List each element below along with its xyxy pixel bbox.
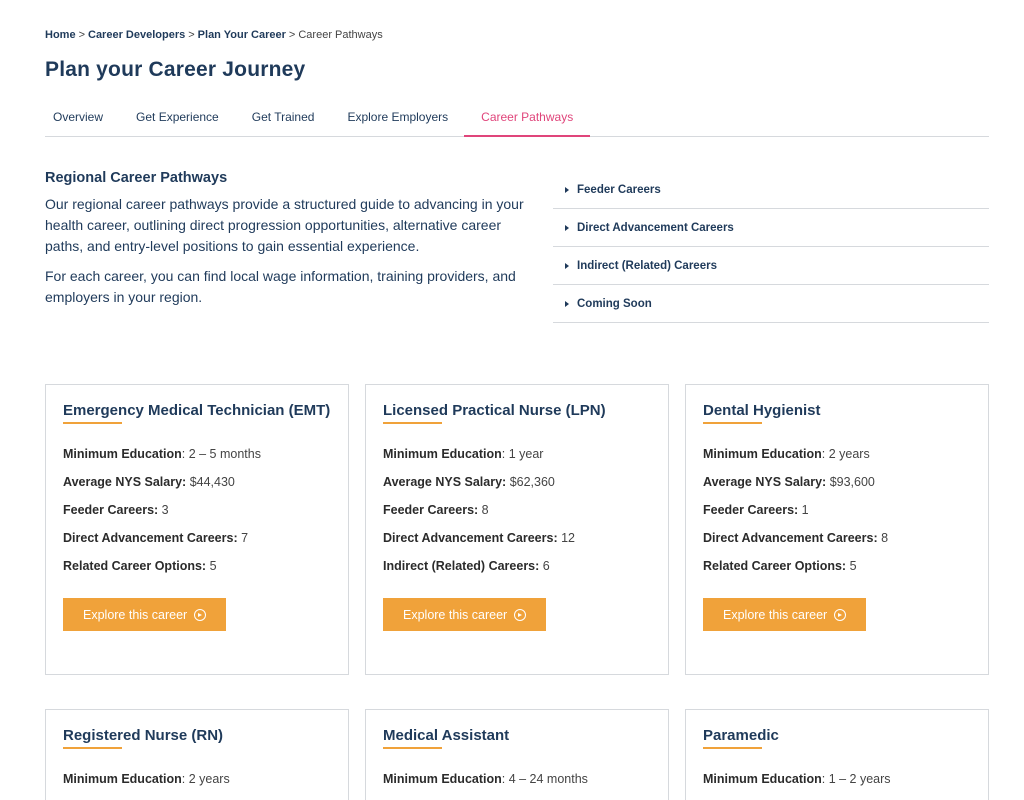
career-card-emt — [45, 384, 349, 675]
accordion-label: Coming Soon — [577, 297, 652, 310]
accordion-coming-soon[interactable] — [553, 285, 989, 323]
page-title: Plan your Career Journey — [45, 58, 306, 81]
title-underline — [703, 422, 762, 424]
career-card-title: Registered Nurse (RN) — [63, 727, 224, 744]
career-card-title: Licensed Practical Nurse (LPN) — [383, 402, 606, 419]
career-detail-row: Feeder Careers: 8 — [383, 503, 489, 517]
career-detail-row: Minimum Education: 2 years — [63, 772, 230, 786]
intro-paragraph: For each career, you can find local wage information, training providers, and employers in your region. — [45, 268, 516, 305]
accordion-indirect-related-careers[interactable] — [553, 247, 989, 285]
intro-heading: Regional Career Pathways — [45, 170, 228, 186]
explore-career-button[interactable]: Explore this career — [703, 598, 866, 631]
career-card-lpn — [365, 384, 669, 675]
pathway-accordion — [553, 171, 989, 323]
tab-bar — [45, 100, 989, 137]
explore-career-button[interactable]: Explore this career — [383, 598, 546, 631]
career-card-dental-hygienist — [685, 384, 989, 675]
career-detail-row: Feeder Careers: 3 — [63, 503, 169, 517]
breadcrumb-plan-your-career[interactable]: Plan Your Career — [197, 29, 286, 41]
career-detail-row: Feeder Careers: 1 — [703, 503, 809, 517]
career-detail-row: Related Career Options: 5 — [703, 559, 857, 573]
career-detail-row: Related Career Options: 5 — [63, 559, 217, 573]
title-underline — [63, 747, 122, 749]
caret-right-icon — [565, 187, 569, 193]
breadcrumb — [45, 29, 383, 41]
accordion-label: Direct Advancement Careers — [577, 221, 734, 234]
career-detail-row: Average NYS Salary: $93,600 — [703, 475, 875, 489]
career-detail-row: Minimum Education: 2 – 5 months — [63, 447, 261, 461]
career-detail-row: Average NYS Salary: $62,360 — [383, 475, 555, 489]
accordion-feeder-careers[interactable] — [553, 171, 989, 209]
title-underline — [383, 747, 442, 749]
title-underline — [63, 422, 122, 424]
breadcrumb-career-developers[interactable]: Career Developers — [88, 29, 186, 41]
career-detail-row: Direct Advancement Careers: 7 — [63, 531, 249, 545]
arrow-circle-right-icon — [834, 609, 846, 621]
intro-section — [45, 170, 535, 317]
breadcrumb-home[interactable]: Home — [45, 29, 76, 41]
tab-get-trained[interactable]: Get Trained — [251, 110, 315, 124]
arrow-circle-right-icon — [194, 609, 206, 621]
breadcrumb-separator: > — [78, 29, 85, 41]
career-card-title: Emergency Medical Technician (EMT) — [63, 402, 331, 419]
career-card-title: Dental Hygienist — [703, 402, 821, 419]
explore-career-button[interactable]: Explore this career — [63, 598, 226, 631]
caret-right-icon — [565, 263, 569, 269]
breadcrumb-separator: > — [288, 29, 296, 41]
accordion-label: Feeder Careers — [577, 183, 661, 196]
career-detail-row: Minimum Education: 2 years — [703, 447, 870, 461]
tab-overview[interactable]: Overview — [53, 110, 104, 124]
career-detail-row: Indirect (Related) Careers: 6 — [383, 559, 550, 573]
career-detail-row: Direct Advancement Careers: 8 — [703, 531, 889, 545]
career-detail-row: Average NYS Salary: $44,430 — [63, 475, 235, 489]
title-underline — [703, 747, 762, 749]
accordion-direct-advancement-careers[interactable] — [553, 209, 989, 247]
caret-right-icon — [565, 301, 569, 307]
career-card-paramedic — [685, 709, 989, 800]
career-detail-row: Minimum Education: 1 – 2 years — [703, 772, 891, 786]
career-card-title: Paramedic — [703, 727, 779, 744]
career-card-title: Medical Assistant — [383, 727, 510, 744]
tab-career-pathways[interactable]: Career Pathways — [464, 100, 590, 137]
tab-get-experience[interactable]: Get Experience — [136, 110, 219, 124]
accordion-label: Indirect (Related) Careers — [577, 259, 717, 272]
breadcrumb-current: Career Pathways — [298, 29, 383, 41]
breadcrumb-separator: > — [188, 29, 195, 41]
arrow-circle-right-icon — [514, 609, 526, 621]
intro-paragraph: Our regional career pathways provide a structured guide to advancing in your health career, outlining direct progression opportunities, alternative career paths, and entry-level positions to gain essential experience. — [45, 196, 524, 254]
tab-explore-employers[interactable]: Explore Employers — [347, 110, 449, 124]
career-detail-row: Minimum Education: 1 year — [383, 447, 544, 461]
career-card-registered-nurse — [45, 709, 349, 800]
career-card-medical-assistant — [365, 709, 669, 800]
career-detail-row: Minimum Education: 4 – 24 months — [383, 772, 588, 786]
career-detail-row: Direct Advancement Careers: 12 — [383, 531, 575, 545]
title-underline — [383, 422, 442, 424]
caret-right-icon — [565, 225, 569, 231]
